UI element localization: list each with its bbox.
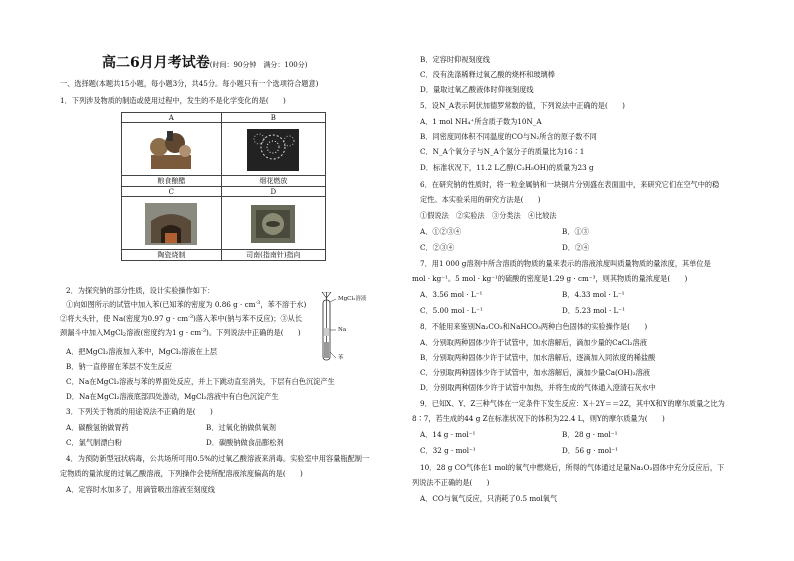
q2-option-a: A．把MgCl₂溶液加入苯中，MgCl₂溶液在上层 xyxy=(66,347,218,356)
q9-stem-2: 8∶7，若生成的44 g Z在标准状况下的体积为22.4 L，则Y的摩尔质量为( ) xyxy=(412,414,665,423)
q6-option-c: C．②③④ xyxy=(420,243,455,252)
q4-stem-2: 定物质的量浓度的过氧乙酸溶液，下列操作会使所配溶液浓度偏高的是( ) xyxy=(60,469,303,478)
title-main: 高二6月月考试卷 xyxy=(102,55,210,71)
section-heading: 一、选择题(本题共15小题，每小题3分，共45分。每小题只有一个选项符合题意) xyxy=(60,79,319,88)
q5-stem: 5．设N_A表示阿伏加德罗常数的值，下列说法中正确的是( ) xyxy=(420,101,625,110)
q7-option-a: A．3.56 mol · L⁻¹ xyxy=(420,290,483,299)
q8-option-b: B．分别取两种固体少许于试管中，加水溶解后，逐滴加入同浓度的稀盐酸 xyxy=(420,353,656,362)
q1-header-c: C xyxy=(122,187,222,197)
q1-image-b-cell xyxy=(221,123,325,176)
q6-option-a: A．①②③④ xyxy=(420,227,462,236)
figure-label-benzene: 苯 xyxy=(338,355,344,361)
q4-option-c: C．没有洗涤稀释过氧乙酸的烧杯和玻璃棒 xyxy=(420,70,555,79)
q10-option-a: A．CO与氧气反应，只消耗了0.5 mol氧气 xyxy=(420,494,558,503)
q1-label-d: 司南(指南针)指向 xyxy=(221,250,325,261)
q2-option-b: B．钠一直停留在苯层不发生反应 xyxy=(66,362,172,371)
q10-stem-1: 10．28 g CO气体在1 mol的氧气中燃烧后，所得的气体通过足量Na₂O₂固体中充分反应后，下 xyxy=(420,463,725,472)
q1-label-a: 粮食酿醋 xyxy=(122,176,222,187)
q3-option-a: A．碳酸氢钠做胃药 xyxy=(66,423,129,432)
q8-stem: 8．不能用来鉴别Na₂CO₃和NaHCO₃两种白色固体的实验操作是( ) xyxy=(420,322,648,331)
q7-stem-1: 7．用1 000 g溶剂中所含溶质的物质的量来表示的溶液浓度叫质量物质的量浓度，其单位是 xyxy=(420,259,711,268)
q8-option-c: C．分别取两种固体少许于试管中，加水溶解后，滴加少量Ca(OH)₂溶液 xyxy=(420,368,650,377)
q1-image-a-cell xyxy=(122,123,222,176)
ceramic-kiln-image xyxy=(145,203,197,245)
q4-option-b: B．定容时仰视刻度线 xyxy=(420,55,490,64)
q4-option-d: D．量取过氧乙酸液体时仰视刻度线 xyxy=(420,85,534,94)
q1-label-c: 陶瓷烧制 xyxy=(122,250,222,261)
q7-option-d: D．5.23 mol · L⁻¹ xyxy=(562,306,625,315)
q1-options-table xyxy=(121,112,326,261)
q1-image-d-cell xyxy=(221,197,325,250)
q1-stem: 1．下列涉及物质的制造或使用过程中，发生的不是化学变化的是( ) xyxy=(60,96,286,105)
q4-stem-1: 4．为预防新型冠状病毒，公共场所可用0.5%的过氧乙酸溶液来消毒。实验室中用容量瓶配制一 xyxy=(66,454,370,463)
q5-option-c: C．N_A个氧分子与N_A个氢分子的质量比为16∶1 xyxy=(420,147,585,156)
q6-methods: ①假说法 ②实验法 ③分类法 ④比较法 xyxy=(420,211,557,220)
q1-header-d: D xyxy=(221,187,325,197)
q1-header-a: A xyxy=(122,113,222,123)
q6-option-b: B．①③ xyxy=(562,227,589,236)
q8-option-d: D．分别取两种固体少许于试管中加热，并将生成的气体通入澄清石灰水中 xyxy=(420,383,656,392)
q2-option-c: C．Na在MgCl₂溶液与苯的界面处反应，并上下跳动直至消失，下层有白色沉淀产生 xyxy=(66,377,335,386)
q6-stem-2: 定性。本实验采用的研究方法是( ) xyxy=(420,195,541,204)
q9-option-c: C．32 g · mol⁻¹ xyxy=(420,446,476,455)
q5-option-d: D．标准状况下，11.2 L乙醇(C₂H₅OH)的质量为23 g xyxy=(420,163,594,172)
q2-line2: ②将大头针，使 Na(密度为0.97 $g \cdot cm^{-3}$)落入苯中(钠与苯不反应)；③从长 xyxy=(60,314,303,323)
page-title xyxy=(102,52,307,72)
q2-line3: 颈漏斗中加入MgCl$_2$溶液(密度约为1 $g \cdot cm^{-3}$)。下列说法中正确的是( ) xyxy=(60,328,301,338)
q2-line1: ①向如图所示的试管中加入苯(已知苯的密度为 0.86 $g \cdot cm^{-3}$，苯不溶于水) xyxy=(66,300,307,309)
q8-option-a: A．分别取两种固体少许于试管中，加水溶解后，滴加少量的CaCl₂溶液 xyxy=(420,338,647,347)
q7-stem-2: mol · kg⁻¹。5 mol · kg⁻¹的硫酸的密度是1.29 g · cm⁻³，则其物质的量浓度是( ) xyxy=(412,274,688,283)
compass-sinan-image xyxy=(247,203,299,245)
q3-stem: 3．下列关于物质的用途说法不正确的是( ) xyxy=(66,407,213,416)
q1-image-c-cell xyxy=(122,197,222,250)
q3-option-d: D．碳酸钠做食品膨松剂 xyxy=(206,438,284,447)
q6-option-d: D．②④ xyxy=(562,243,590,252)
q10-stem-2: 列说法不正确的是( ) xyxy=(412,478,490,487)
q9-option-d: D．56 g · mol⁻¹ xyxy=(562,446,618,455)
q7-option-b: B．4.33 mol · L⁻¹ xyxy=(562,290,625,299)
fireworks-image xyxy=(247,129,299,171)
q2-option-d: D．Na在MgCl₂溶液底部四处游动，MgCl₂溶液中有白色沉淀产生 xyxy=(66,392,279,401)
q9-stem-1: 9．已知X、Y、Z三种气体在一定条件下发生反应：X＋2Y＝＝2Z，其中X和Y的摩尔质量之比为 xyxy=(420,399,725,408)
q5-option-a: A．1 mol NH₄⁺所含质子数为10N_A xyxy=(420,117,542,126)
q2-stem: 2．为探究钠的部分性质，设计实验操作如下： xyxy=(66,286,215,295)
q1-header-b: B xyxy=(221,113,325,123)
q7-option-c: C．5.00 mol · L⁻¹ xyxy=(420,306,483,315)
right-column xyxy=(402,0,794,561)
title-meta: (时间：90分钟 满分：100分) xyxy=(209,61,308,69)
q3-option-b: B．过氧化钠做供氧剂 xyxy=(206,423,276,432)
q6-stem-1: 6．在研究钠的性质时，将一粒金属钠和一块铜片分别盛在表面皿中，来研究它们在空气中的稳 xyxy=(420,180,720,189)
q3-option-c: C．氯气制漂白粉 xyxy=(66,438,122,447)
figure-label-mgcl2: MgCl₂溶液 xyxy=(338,296,367,302)
q4-option-a: A．定容时水加多了，用滴管吸出溶液至刻度线 xyxy=(66,485,215,494)
q9-option-b: B．28 g · mol⁻¹ xyxy=(562,430,618,439)
q9-option-a: A．14 g · mol⁻¹ xyxy=(420,430,476,439)
q1-label-b: 烟花燃放 xyxy=(221,176,325,187)
figure-label-na: Na xyxy=(338,327,347,333)
q5-option-b: B．同密度同体积不同温度的CO与N₂所含的原子数不同 xyxy=(420,132,597,141)
grain-vinegar-image xyxy=(145,129,197,171)
